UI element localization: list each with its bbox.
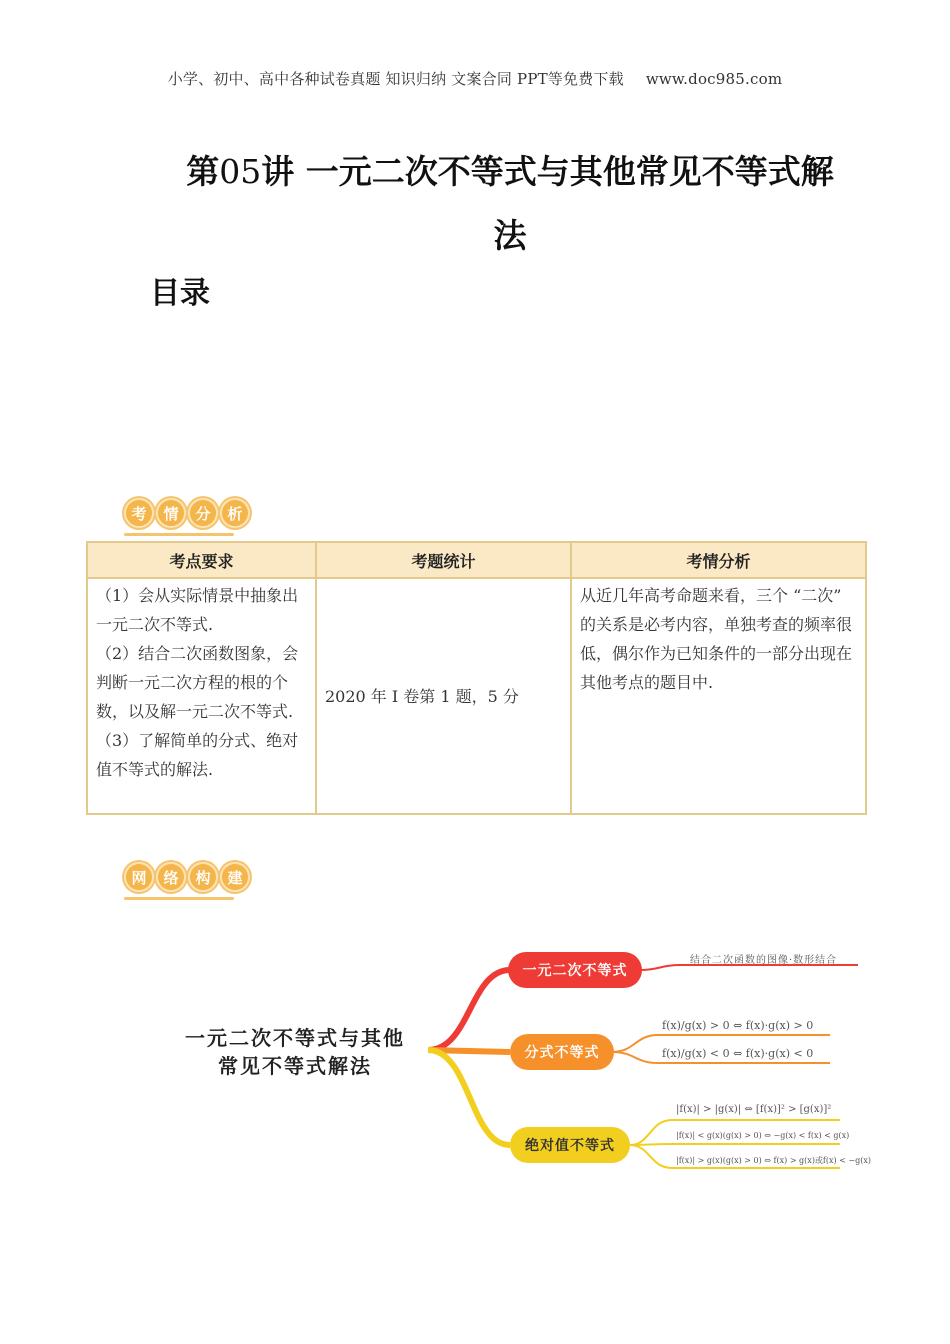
requirement-item: （2）结合二次函数图象，会判断一元二次方程的根的个数，以及解一元二次不等式.: [96, 644, 299, 721]
branch-quadratic: 一元二次不等式: [508, 952, 642, 988]
exam-analysis-table: [86, 541, 867, 815]
badge-char: 网: [124, 862, 154, 892]
leaf-line: [630, 1144, 840, 1145]
requirement-item: （1）会从实际情景中抽象出一元二次不等式.: [96, 586, 299, 634]
center-line: 一元二次不等式与其他: [185, 1026, 405, 1050]
center-line: 常见不等式解法: [218, 1054, 372, 1078]
badge-char: 情: [156, 498, 186, 528]
badge-char: 络: [156, 862, 186, 892]
page-header: [0, 68, 950, 89]
mindmap-connectors: [0, 930, 950, 1190]
requirement-item: （3）了解简单的分式、绝对值不等式的解法.: [96, 731, 299, 779]
branch-absolute: 绝对值不等式: [510, 1127, 630, 1163]
exam-analysis-badge: [124, 498, 250, 536]
network-badge: [124, 862, 250, 900]
branch-fractional: 分式不等式: [510, 1034, 614, 1070]
branch-line-3: [428, 1050, 510, 1145]
leaf-text: f(x)/g(x) > 0 ⇔ f(x)·g(x) > 0: [662, 1019, 814, 1032]
stats-cell: 2020 年 I 卷第 1 题，5 分: [316, 578, 571, 814]
leaf-text: 结合二次函数的图像·数形结合: [690, 955, 838, 966]
title-line2: 法: [493, 216, 527, 255]
col-header-requirements: 考点要求: [87, 542, 316, 578]
badge-char: 建: [220, 862, 250, 892]
header-site: www.doc985.com: [645, 70, 783, 88]
analysis-cell: 从近几年高考命题来看，三个 “二次” 的关系是必考内容，单独考查的频率很低，偶尔作为已知条件的一部分出现在其他考点的题目中.: [571, 578, 866, 814]
badge-char: 考: [124, 498, 154, 528]
header-text: 小学、初中、高中各种试卷真题 知识归纳 文案合同 PPT等免费下载: [167, 70, 624, 88]
requirements-cell: [87, 578, 316, 814]
page-title: [150, 140, 870, 268]
badge-char: 析: [220, 498, 250, 528]
leaf-text: |f(x)| > g(x)(g(x) > 0) ⇔ f(x) > g(x)或f(x) < −g(x): [676, 1156, 872, 1165]
badge-char: 构: [188, 862, 218, 892]
badge-char: 分: [188, 498, 218, 528]
leaf-text: |f(x)| > |g(x)| ⇔ [f(x)]² > [g(x)]²: [676, 1104, 832, 1115]
title-number: 05: [219, 152, 262, 191]
leaf-text: |f(x)| < g(x)(g(x) > 0) ⇔ −g(x) < f(x) < g(x): [676, 1131, 850, 1140]
branch-line-1: [428, 970, 510, 1050]
leaf-text: f(x)/g(x) < 0 ⇔ f(x)·g(x) < 0: [662, 1047, 814, 1060]
title-line1: 讲 一元二次不等式与其他常见不等式解: [261, 152, 834, 191]
col-header-analysis: 考情分析: [571, 542, 866, 578]
toc-heading: 目录: [150, 276, 210, 311]
title-prefix: 第: [186, 152, 220, 191]
col-header-stats: 考题统计: [316, 542, 571, 578]
mindmap-center: [170, 1024, 420, 1080]
